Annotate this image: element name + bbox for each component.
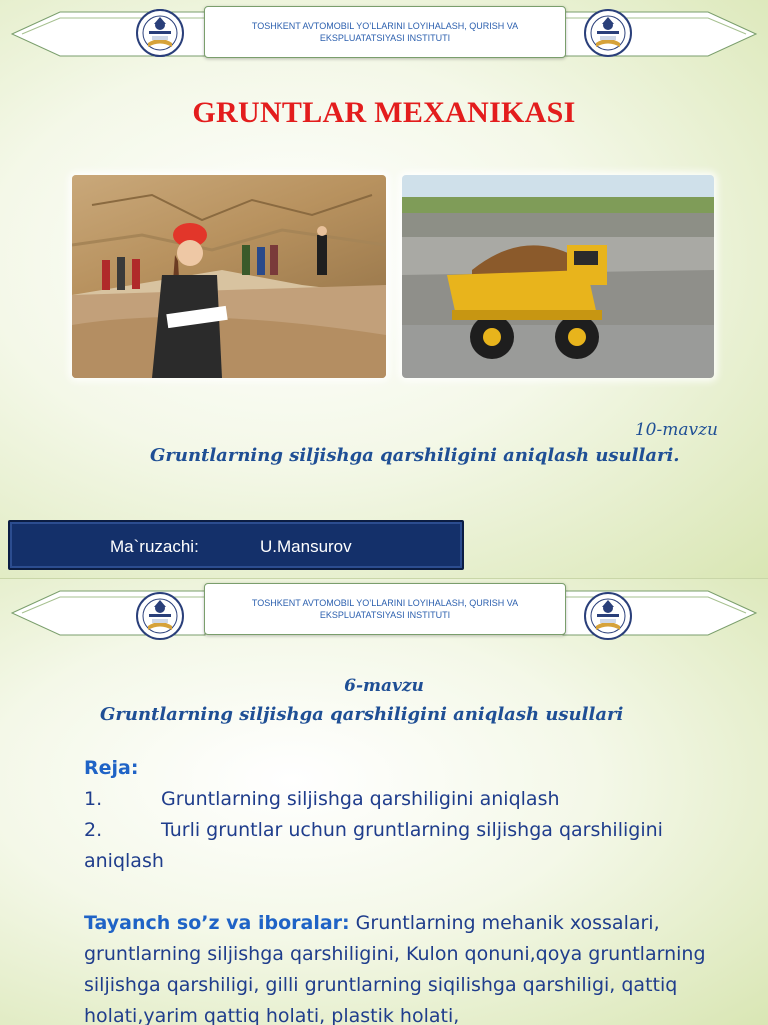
institute-name: TOSHKENT AVTOMOBIL YO’LLARINI LOYIHALASH, QURISH VA EKSPLUATATSIYASI INSTITUTI: [251, 21, 519, 43]
keywords-text: Gruntlarning mehanik xossalari, gruntlarning siljishga qarshiligini, Kulon qonuni,qoya gruntlarning siljishga qarshiligi, gilli gruntlarning siqilishga qarshiligi, qattiq holati,yarim qattiq holati, plastik holati,: [84, 912, 706, 1025]
dump-truck-photo: [402, 175, 714, 378]
speaker-label: Ma`ruzachi:: [110, 537, 199, 556]
slide-2: [0, 578, 768, 1025]
course-title: GRUNTLAR MEXANIKASI: [192, 96, 576, 129]
keywords-label: Tayanch so’z va iboralar:: [84, 912, 350, 934]
plan-item-number: 2.: [84, 819, 103, 841]
plan-item: [84, 815, 744, 877]
institute-name: TOSHKENT AVTOMOBIL YO’LLARINI LOYIHALASH, QURISH VA EKSPLUATATSIYASI INSTITUTI: [251, 598, 519, 620]
institute-logo-icon: [134, 7, 186, 59]
institute-logo-icon: [582, 590, 634, 642]
banner-text-box: [204, 583, 566, 635]
topic-title: Gruntlarning siljishga qarshiligini aniqlash usullari.: [150, 445, 680, 466]
geologists-photo: [72, 175, 386, 378]
plan-item-number: 1.: [84, 788, 103, 810]
plan-item: [84, 784, 744, 815]
plan-title: Reja:: [84, 757, 139, 779]
plan-item-text: Gruntlarning siljishga qarshiligini aniqlash: [161, 788, 560, 810]
banner-text-box: [204, 6, 566, 58]
speaker-name: U.Mansurov: [260, 537, 352, 556]
topic-title: Gruntlarning siljishga qarshiligini aniqlash usullari: [100, 704, 624, 725]
keywords-paragraph: [84, 908, 744, 1025]
header-banner: [0, 0, 768, 66]
speaker-bar: [8, 520, 464, 570]
plan-section: [84, 753, 744, 1025]
plan-item-text: Turli gruntlar uchun gruntlarning siljishga qarshiligini aniqlash: [84, 819, 663, 872]
topic-number: 10-mavzu: [634, 420, 718, 440]
header-banner: [0, 579, 768, 645]
topic-number: 6-mavzu: [344, 676, 424, 696]
institute-logo-icon: [134, 590, 186, 642]
institute-logo-icon: [582, 7, 634, 59]
